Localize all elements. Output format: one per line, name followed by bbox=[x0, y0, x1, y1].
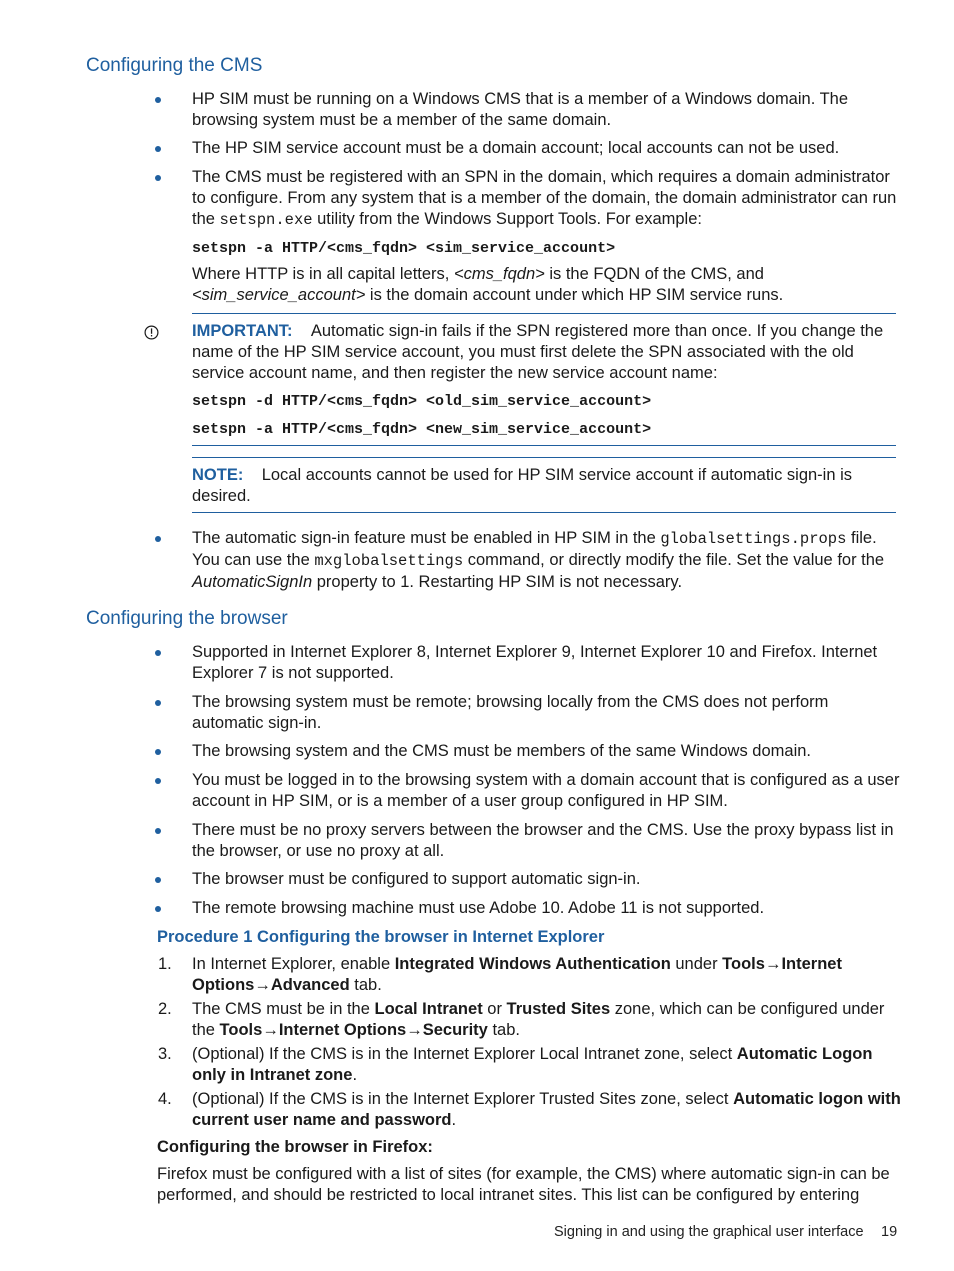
divider bbox=[192, 457, 896, 458]
code-example: setspn -a HTTP/<cms_fqdn> <new_sim_service_account> bbox=[192, 421, 652, 438]
inline-code: globalsettings.props bbox=[660, 530, 847, 548]
bullet-icon bbox=[155, 175, 163, 183]
list-item: The CMS must be registered with an SPN in the domain, which requires a domain administrator to configure. From any system that is a member of the domain, the domain administrator can run the setspn.exe utility from the Windows Support Tools. For example: bbox=[192, 168, 897, 229]
section-heading-configuring-cms: Configuring the CMS bbox=[86, 55, 263, 76]
code-example: setspn -a HTTP/<cms_fqdn> <sim_service_account> bbox=[192, 240, 616, 257]
bullet-icon bbox=[155, 700, 163, 708]
list-item: Supported in Internet Explorer 8, Internet Explorer 9, Internet Explorer 10 and Firefox. Internet Explorer 7 is not supported. bbox=[192, 643, 878, 682]
inline-code: setspn.exe bbox=[219, 211, 313, 229]
divider bbox=[192, 512, 896, 513]
bullet-icon bbox=[155, 906, 163, 914]
divider bbox=[192, 313, 896, 314]
inline-code: mxglobalsettings bbox=[314, 552, 464, 570]
important-callout: IMPORTANT: Automatic sign-in fails if the SPN registered more than once. If you change the name of the HP SIM service account, you must first delete the SPN associated with the old service account name, and then register the new service account name: bbox=[192, 322, 884, 382]
arrow-icon: → bbox=[764, 955, 782, 973]
paragraph: Where HTTP is in all capital letters, <cms_fqdn> is the FQDN of the CMS, and <sim_service_account> is the domain account under which HP SIM service runs. bbox=[192, 265, 784, 304]
code-example: setspn -d HTTP/<cms_fqdn> <old_sim_service_account> bbox=[192, 393, 652, 410]
procedure-step: The CMS must be in the Local Intranet or Trusted Sites zone, which can be configured under the Tools→Internet Options→Security tab. bbox=[192, 1000, 885, 1039]
arrow-icon: → bbox=[254, 976, 271, 994]
procedure-title: Procedure 1 Configuring the browser in Internet Explorer bbox=[157, 928, 605, 946]
arrow-icon: → bbox=[262, 1021, 279, 1039]
list-item: The browser must be configured to support automatic sign-in. bbox=[192, 870, 641, 888]
important-label: IMPORTANT: bbox=[192, 322, 293, 340]
divider bbox=[192, 445, 896, 446]
list-item: You must be logged in to the browsing system with a domain account that is configured as a user account in HP SIM, or is a member of a user group configured in HP SIM. bbox=[192, 771, 900, 810]
list-item: The HP SIM service account must be a domain account; local accounts can not be used. bbox=[192, 139, 840, 157]
list-item: The browsing system and the CMS must be members of the same Windows domain. bbox=[192, 742, 811, 760]
list-item: The remote browsing machine must use Adobe 10. Adobe 11 is not supported. bbox=[192, 899, 765, 917]
procedure-step: (Optional) If the CMS is in the Internet Explorer Trusted Sites zone, select Automatic logon with current user name and password. bbox=[192, 1090, 901, 1129]
note-callout: NOTE: Local accounts cannot be used for HP SIM service account if automatic sign-in is desired. bbox=[192, 466, 853, 505]
bullet-icon bbox=[155, 536, 163, 544]
page-number: 19 bbox=[881, 1224, 898, 1240]
list-item: The browsing system must be remote; browsing locally from the CMS does not perform automatic sign-in. bbox=[192, 693, 829, 732]
step-number: 4. bbox=[158, 1090, 172, 1108]
bullet-icon bbox=[155, 97, 163, 105]
paragraph: Firefox must be configured with a list of sites (for example, the CMS) where automatic sign-in can be performed, and should be restricted to local intranet sites. This list can be configured by entering bbox=[157, 1165, 890, 1204]
section-heading-configuring-browser: Configuring the browser bbox=[86, 608, 288, 629]
arrow-icon: → bbox=[406, 1021, 423, 1039]
step-number: 1. bbox=[158, 955, 172, 973]
procedure-step: In Internet Explorer, enable Integrated Windows Authentication under Tools→Internet Options→Advanced tab. bbox=[192, 955, 842, 994]
list-item: There must be no proxy servers between the browser and the CMS. Use the proxy bypass list in the browser, or use no proxy at all. bbox=[192, 821, 894, 860]
list-item: The automatic sign-in feature must be enabled in HP SIM in the globalsettings.props file. You can use the mxglobalsettings command, or directly modify the file. Set the value for the AutomaticSignIn property to 1. Restarting HP SIM is not necessary. bbox=[192, 529, 885, 591]
subheading-firefox: Configuring the browser in Firefox: bbox=[157, 1138, 433, 1156]
step-number: 3. bbox=[158, 1045, 172, 1063]
footer-title: Signing in and using the graphical user interface bbox=[554, 1224, 864, 1240]
bullet-icon bbox=[155, 146, 163, 154]
list-item: HP SIM must be running on a Windows CMS that is a member of a Windows domain. The browsing system must be a member of the same domain. bbox=[192, 90, 849, 129]
bullet-icon bbox=[155, 828, 163, 836]
bullet-icon bbox=[155, 877, 163, 885]
procedure-step: (Optional) If the CMS is in the Internet Explorer Local Intranet zone, select Automatic Logon only in Intranet zone. bbox=[192, 1045, 873, 1084]
bullet-icon bbox=[155, 778, 163, 786]
note-label: NOTE: bbox=[192, 466, 244, 484]
bullet-icon bbox=[155, 749, 163, 757]
important-icon bbox=[144, 325, 159, 340]
bullet-icon bbox=[155, 650, 163, 658]
step-number: 2. bbox=[158, 1000, 172, 1018]
